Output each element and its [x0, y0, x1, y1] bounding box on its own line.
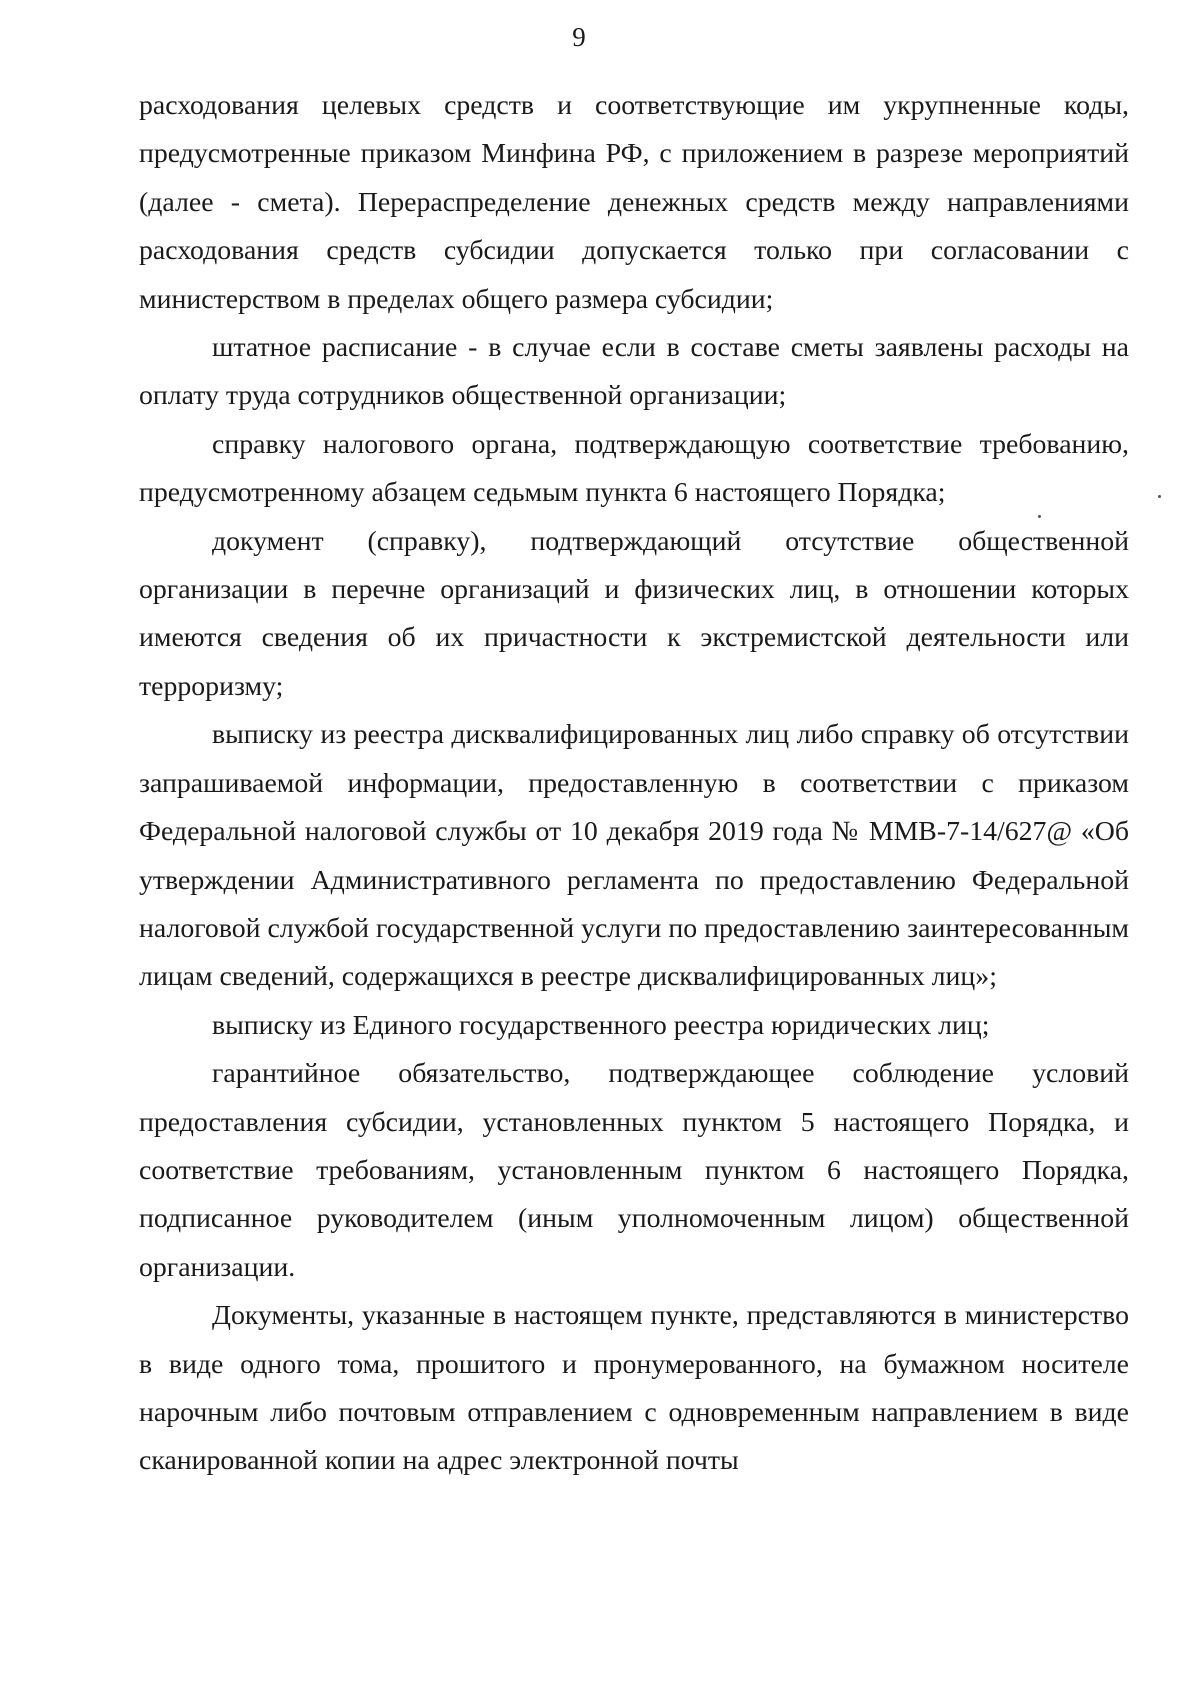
paragraph-tax-certificate: справку налогового органа, подтверждающую соответствие требованию, предусмотренному абзацем седьмым пункта 6 настоящего Порядка;: [139, 428, 1129, 509]
paragraph-extremism-certificate: документ (справку), подтверждающий отсутствие общественной организации в перечне организаций и физических лиц, в отношении которых имеются сведения об их причастности к экстремистской деятельности или терроризму;: [139, 525, 1129, 702]
document-body: [139, 82, 1129, 1486]
paragraph-documents-submission: Документы, указанные в настоящем пункте, представляются в министерство в виде одного тома, прошитого и пронумерованного, на бумажном носителе нарочным либо почтовым отправлением с одновременным направлением в виде сканированной копии на адрес электронной почты: [139, 1300, 1129, 1477]
paragraph-egrul-extract: выписку из Единого государственного реестра юридических лиц;: [212, 1009, 990, 1041]
paragraph-staff-schedule: штатное расписание - в случае если в составе сметы заявлены расходы на оплату труда сотрудников общественной организации;: [139, 332, 1129, 412]
paragraph-disqualified-registry: выписку из реестра дисквалифицированных лиц либо справку об отсутствии запрашиваемой информации, предоставленную в соответствии с приказом Федеральной налоговой службы от 10 декабря 2019 года № ММВ-7-14/627@ «Об утверждении Административного регламента по предоставлению Федеральной налоговой службой государственной услуги по предоставлению заинтересованным лицам сведений, содержащихся в реестре дисквалифицированных лиц»;: [139, 719, 1129, 993]
paragraph-estimate-continuation: расходования целевых средств и соответствующие им укрупненные коды, предусмотренные приказом Минфина РФ, с приложением в разрезе мероприятий (далее - смета). Перераспределение денежных средств между направлениями расходования средств субсидии допускается только при согласовании с министерством в пределах общего размера субсидии;: [139, 90, 1129, 315]
scan-dot-mark: [1038, 515, 1041, 518]
scan-dot-mark: [1158, 495, 1161, 498]
paragraph-guarantee-obligation: гарантийное обязательство, подтверждающее соблюдение условий предоставления субсидии, установленных пунктом 5 настоящего Порядка, и соответствие требованиям, установленным пунктом 6 настоящего Порядка, подписанное руководителем (иным уполномоченным лицом) общественной организации.: [139, 1058, 1129, 1283]
page-number: 9: [572, 22, 586, 52]
